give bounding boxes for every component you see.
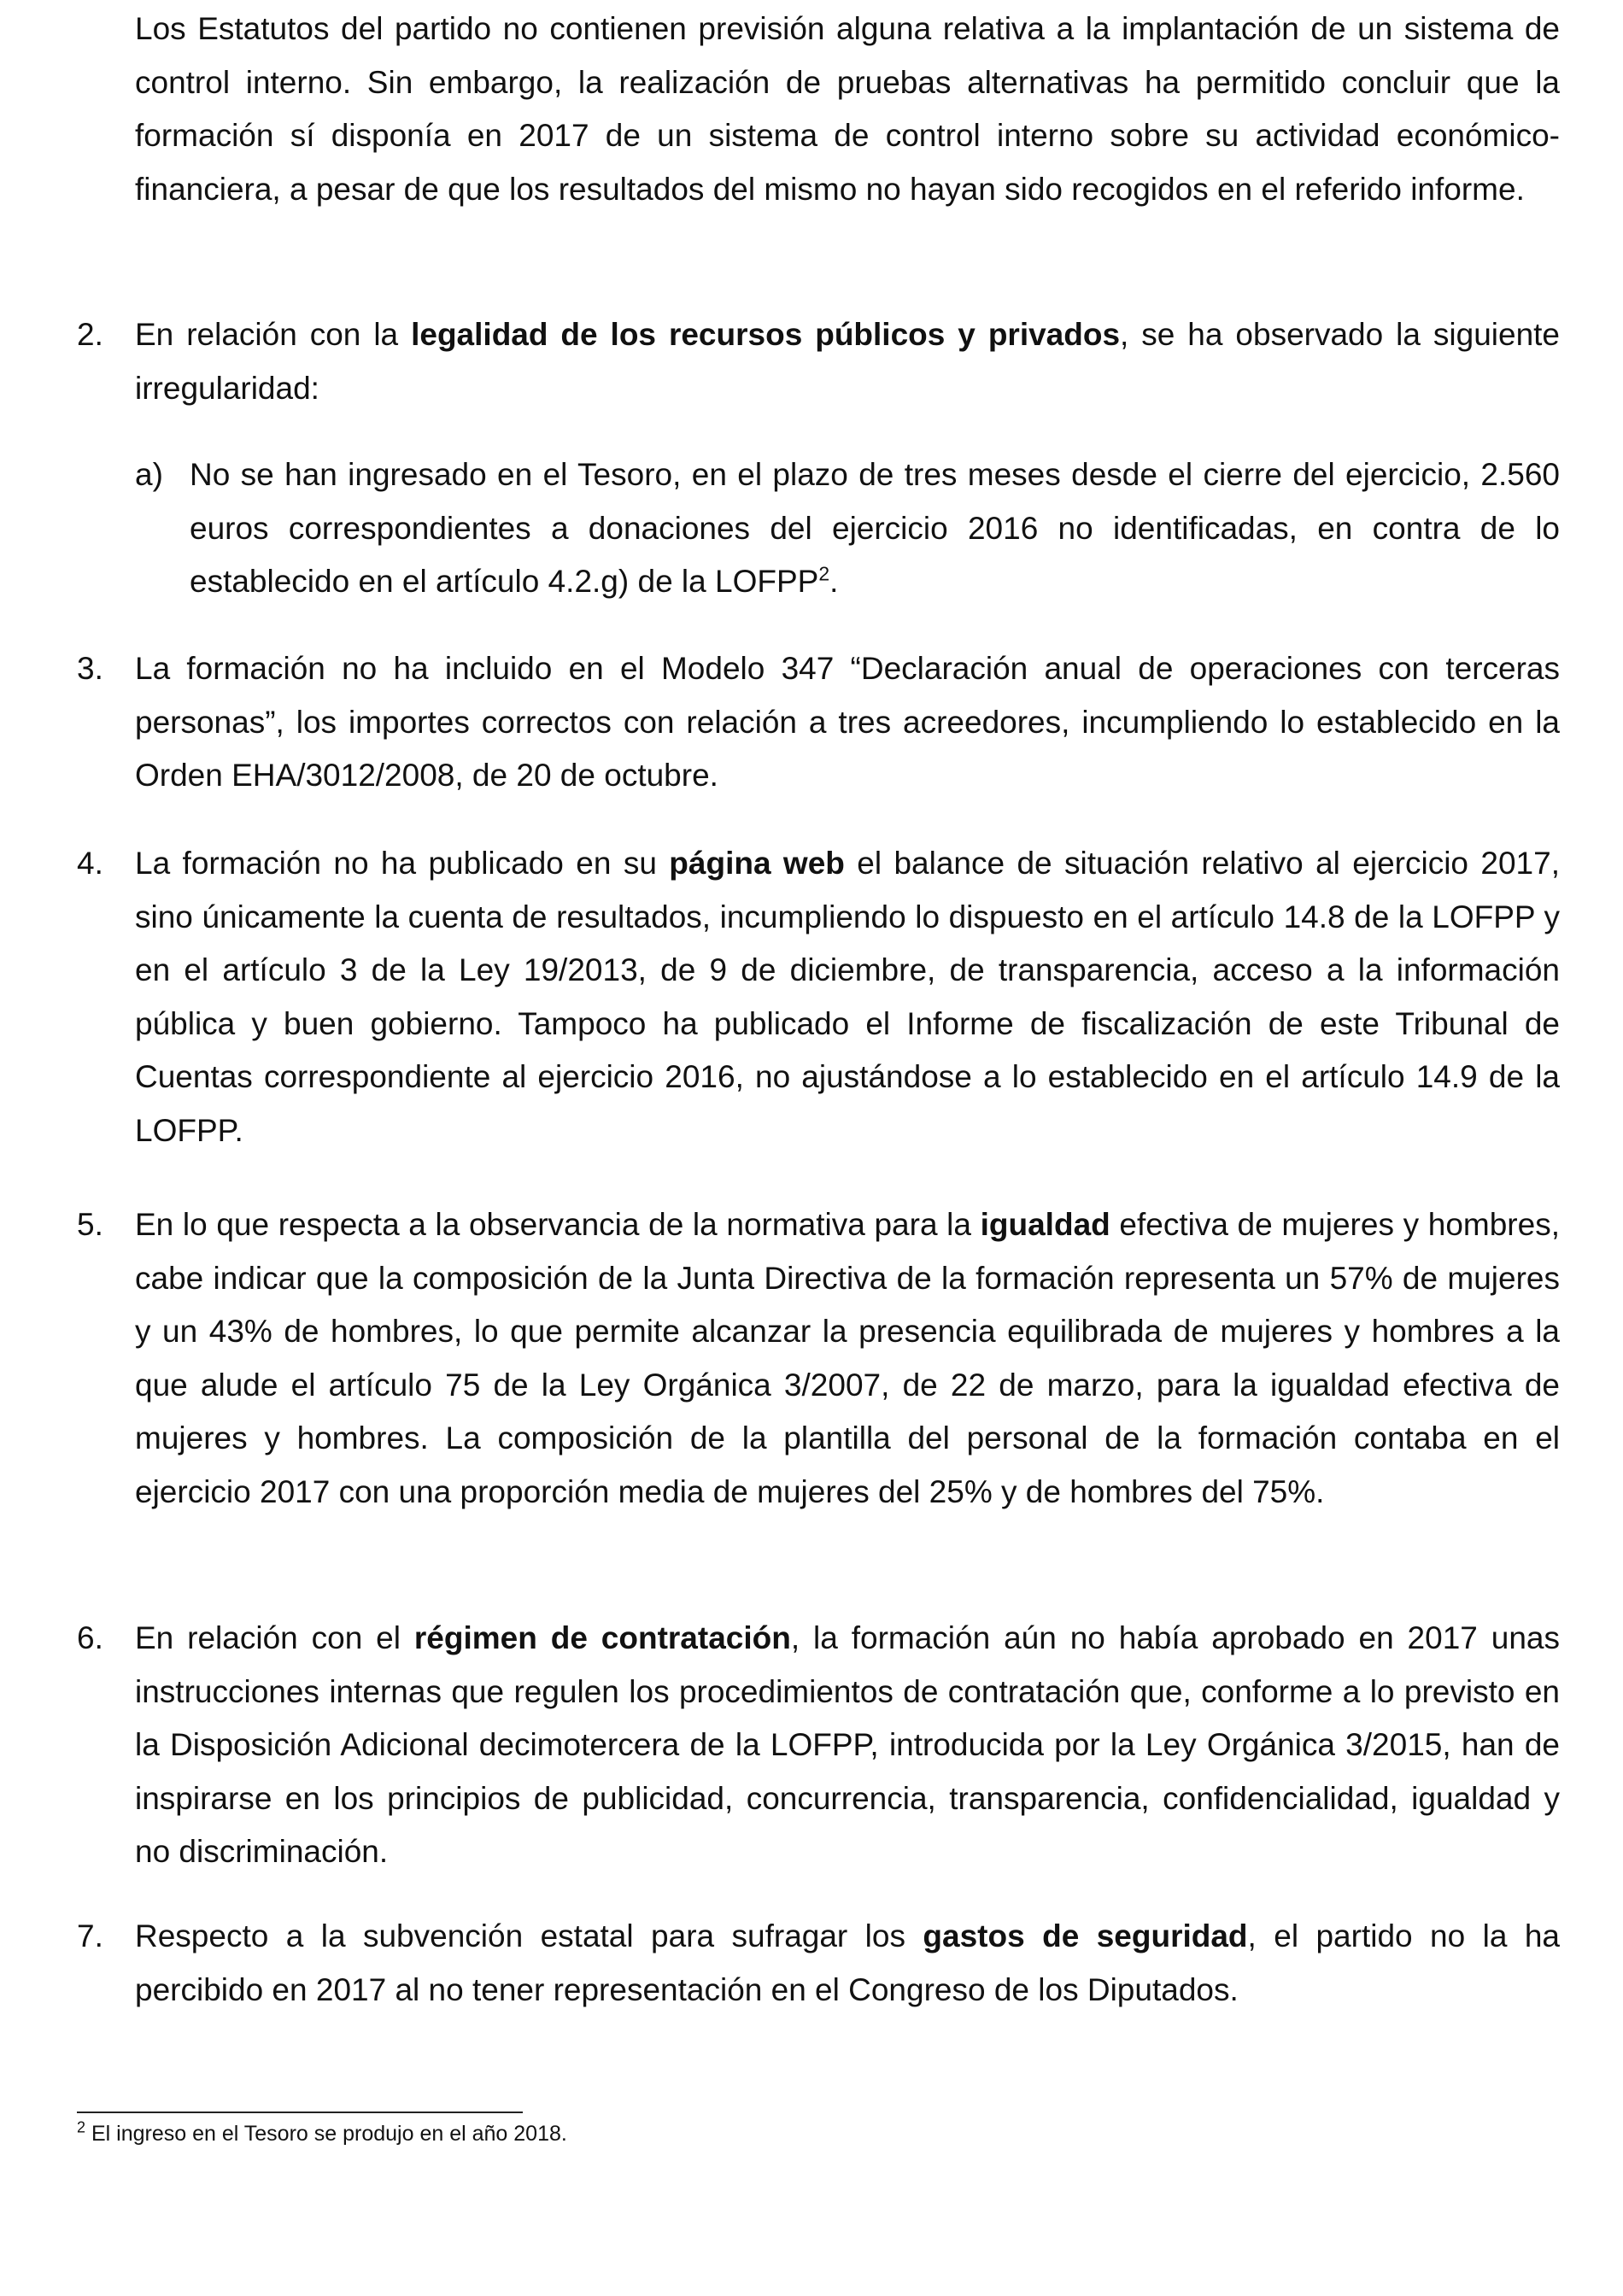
list-item-2 xyxy=(77,308,1560,415)
list-item-text: En relación con la legalidad de los recursos públicos y privados, se ha observado la siguiente irregularidad: xyxy=(135,317,1561,406)
emphasis-text: página web xyxy=(669,846,845,881)
emphasis-text: legalidad de los recursos públicos y privados xyxy=(411,317,1121,352)
footnote-divider xyxy=(77,2112,523,2113)
list-item-4 xyxy=(77,837,1560,1157)
list-item-number: 2. xyxy=(77,317,103,352)
sub-list-item-text: No se han ingresado en el Tesoro, en el plazo de tres meses desde el cierre del ejercicio, 2.560 euros correspondientes a donaciones del ejercicio 2016 no identificadas, en contra de lo establecido en el artículo 4.2.g) de la LOFPP$^2$. xyxy=(190,457,1560,599)
footnote-reference[interactable]: 2 xyxy=(818,562,830,585)
list-item-7 xyxy=(77,1910,1560,2017)
list-item-3 xyxy=(77,642,1560,803)
emphasis-text: régimen de contratación xyxy=(413,1620,791,1655)
list-item-6 xyxy=(77,1612,1560,1879)
list-item-text: La formación no ha incluido en el Modelo 347 “Declaración anual de operaciones con terceras personas”, los importes correctos con relación a tres acreedores, incumpliendo lo establecido en la Orden EHA/3012/2008, de 20 de octubre. xyxy=(135,651,1560,793)
list-item-number: 7. xyxy=(77,1918,103,1953)
footnote-marker: 2 xyxy=(77,2118,86,2136)
emphasis-text: igualdad xyxy=(980,1207,1110,1242)
footnote xyxy=(77,2118,1529,2149)
list-item-number: 4. xyxy=(77,846,103,881)
list-item-number: 3. xyxy=(77,651,103,686)
list-item-text: En lo que respecta a la observancia de la normativa para la igualdad efectiva de mujeres y hombres, cabe indicar que la composición de la Junta Directiva de la formación representa un 57% de mujeres y un 43% de hombres, lo que permite alcanzar la presencia equilibrada de mujeres y hombres a la que alude el artículo 75 de la Ley Orgánica 3/2007, de 22 de marzo, para la igualdad efectiva de mujeres y hombres. La composición de la plantilla del personal de la formación contaba en el ejercicio 2017 con una proporción media de mujeres del 25% y de hombres del 75%. xyxy=(135,1207,1560,1509)
list-item-number: 5. xyxy=(77,1207,103,1242)
list-item-text: En relación con el régimen de contratación, la formación aún no había aprobado en 2017 unas instrucciones internas que regulen los procedimientos de contratación que, conforme a lo previsto en la Disposición Adicional decimotercera de la LOFPP, introducida por la Ley Orgánica 3/2015, han de inspirarse en los principios de publicidad, concurrencia, transparencia, confidencialidad, igualdad y no discriminación. xyxy=(135,1620,1561,1869)
list-item-text: Respecto a la subvención estatal para sufragar los gastos de seguridad, el partido no la ha percibido en 2017 al no tener representación en el Congreso de los Diputados. xyxy=(135,1918,1561,2007)
footnote-text: El ingreso en el Tesoro se produjo en el año 2018. xyxy=(85,2122,567,2146)
emphasis-text: gastos de seguridad xyxy=(923,1918,1248,1953)
list-item-text: La formación no ha publicado en su página web el balance de situación relativo al ejercicio 2017, sino únicamente la cuenta de resultados, incumpliendo lo dispuesto en el artículo 14.8 de la LOFPP y en el artículo 3 de la Ley 19/2013, de 9 de diciembre, de transparencia, acceso a la información pública y buen gobierno. Tampoco ha publicado el Informe de fiscalización de este Tribunal de Cuentas correspondiente al ejercicio 2016, no ajustándose a lo establecido en el artículo 14.9 de la LOFPP. xyxy=(135,846,1560,1148)
list-item-number: 6. xyxy=(77,1620,103,1655)
sub-list-item-a xyxy=(135,448,1560,609)
intro-paragraph: Los Estatutos del partido no contienen previsión alguna relativa a la implantación de un sistema de control interno. Sin embargo, la realización de pruebas alternativas ha permitido concluir que la formación sí disponía en 2017 de un sistema de control interno sobre su actividad económico-financiera, a pesar de que los resultados del mismo no hayan sido recogidos en el referido informe. xyxy=(135,11,1560,207)
list-item-5 xyxy=(77,1198,1560,1519)
sub-list-item-label: a) xyxy=(135,457,163,492)
